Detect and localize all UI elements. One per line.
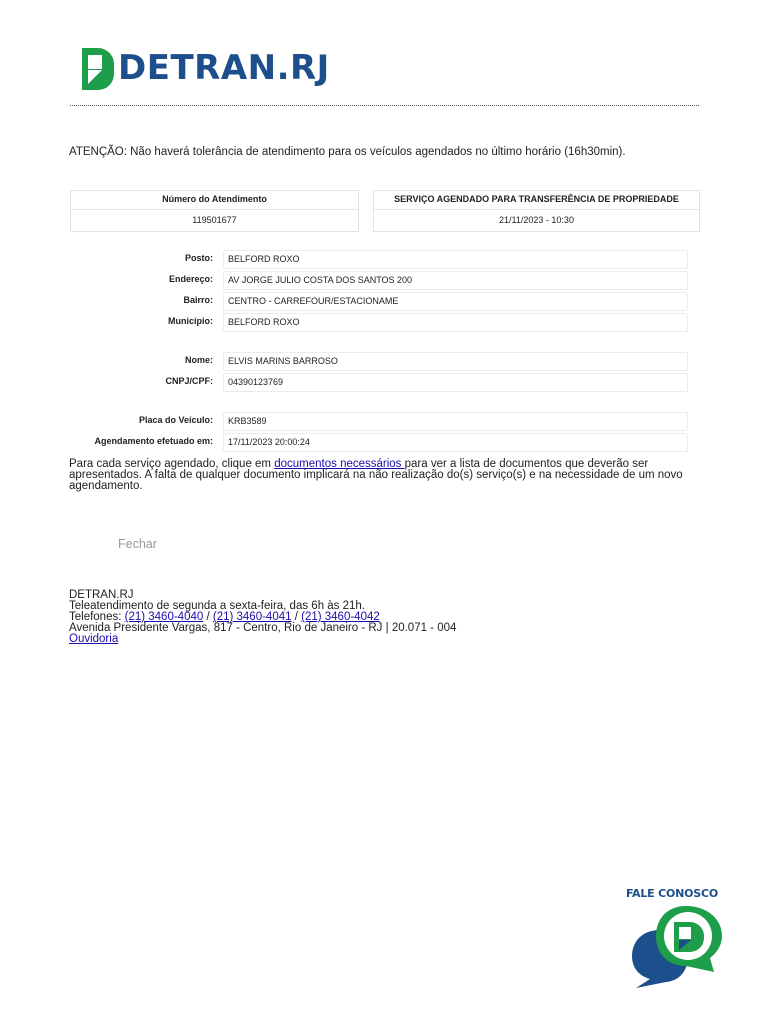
fale-conosco-widget[interactable] xyxy=(626,887,726,900)
endereco-field: AV JORGE JULIO COSTA DOS SANTOS 200 xyxy=(223,271,688,290)
phone-separator: / xyxy=(203,611,213,623)
footer xyxy=(69,590,456,645)
notice-text-before: Para cada serviço agendado, clique em xyxy=(69,458,275,470)
detail-row-placa xyxy=(70,412,688,431)
bairro-field: CENTRO - CARREFOUR/ESTACIONAME xyxy=(223,292,688,311)
appointment-number-value: 119501677 xyxy=(192,215,237,225)
agendamento-label: Agendamento efetuado em: xyxy=(94,436,213,446)
footer-address: Avenida Presidente Vargas, 817 - Centro, Rio de Janeiro - RJ | 20.071 - 004 xyxy=(69,622,457,634)
documents-notice xyxy=(69,459,709,492)
ouvidoria-link[interactable]: Ouvidoria xyxy=(69,633,119,645)
phone-separator: / xyxy=(291,611,302,623)
appointment-number-box xyxy=(70,190,359,232)
required-documents-link[interactable]: documentos necessários xyxy=(274,458,405,470)
notice-text-after: para ver a lista de documentos que deverão ser apresentados. A falta de qualquer documento implicará na não realização do(s) serviço(s) e na necessidade de um novo agendamento. xyxy=(69,458,683,492)
appointment-number-label: Número do Atendimento xyxy=(71,191,358,210)
footer-org: DETRAN.RJ xyxy=(69,589,134,601)
detail-row-cpf xyxy=(70,373,688,392)
detran-logo xyxy=(80,44,330,92)
posto-field: BELFORD ROXO xyxy=(223,250,688,269)
municipio-field: BELFORD ROXO xyxy=(223,313,688,332)
phone-link-1[interactable]: (21) 3460-4040 xyxy=(124,611,204,623)
chat-bubbles-icon[interactable] xyxy=(630,902,728,990)
phone-link-2[interactable]: (21) 3460-4041 xyxy=(212,611,292,623)
cpf-label: CNPJ/CPF: xyxy=(165,376,213,386)
detail-row-bairro xyxy=(70,292,688,311)
phone-link-3[interactable]: (21) 3460-4042 xyxy=(301,611,380,623)
detail-row-agendamento xyxy=(70,433,688,452)
phones-prefix: Telefones: xyxy=(69,611,125,623)
detail-row-municipio xyxy=(70,313,688,332)
detail-row-endereco xyxy=(70,271,688,290)
footer-hours: Teleatendimento de segunda a sexta-feira, das 6h às 21h. xyxy=(69,600,366,612)
posto-label: Posto: xyxy=(185,253,213,263)
cpf-field: 04390123769 xyxy=(223,373,688,392)
agendamento-field: 17/11/2023 20:00:24 xyxy=(223,433,688,452)
bairro-label: Bairro: xyxy=(183,295,213,305)
scheduled-service-label: SERVIÇO AGENDADO PARA TRANSFERÊNCIA DE PROPRIEDADE xyxy=(374,191,699,210)
nome-label: Nome: xyxy=(184,355,213,365)
scheduled-service-box xyxy=(373,190,700,232)
placa-field: KRB3589 xyxy=(223,412,688,431)
attention-message: ATENÇÃO: Não haverá tolerância de atendimento para os veículos agendados no último horário (16h30min). xyxy=(69,146,626,158)
close-button[interactable]: Fechar xyxy=(118,537,157,551)
scheduled-service-value: 21/11/2023 - 10:30 xyxy=(499,215,574,225)
placa-label: Placa do Veículo: xyxy=(138,415,213,425)
municipio-label: Município: xyxy=(168,316,213,326)
detran-logo-icon xyxy=(80,46,116,90)
detail-row-posto xyxy=(70,250,688,269)
nome-field: ELVIS MARINS BARROSO xyxy=(223,352,688,371)
endereco-label: Endereço: xyxy=(168,274,213,284)
fale-conosco-label[interactable]: FALE CONOSCO xyxy=(626,887,719,900)
logo-text: DETRAN.RJ xyxy=(118,48,330,88)
header-divider xyxy=(70,105,699,106)
detail-row-nome xyxy=(70,352,688,371)
